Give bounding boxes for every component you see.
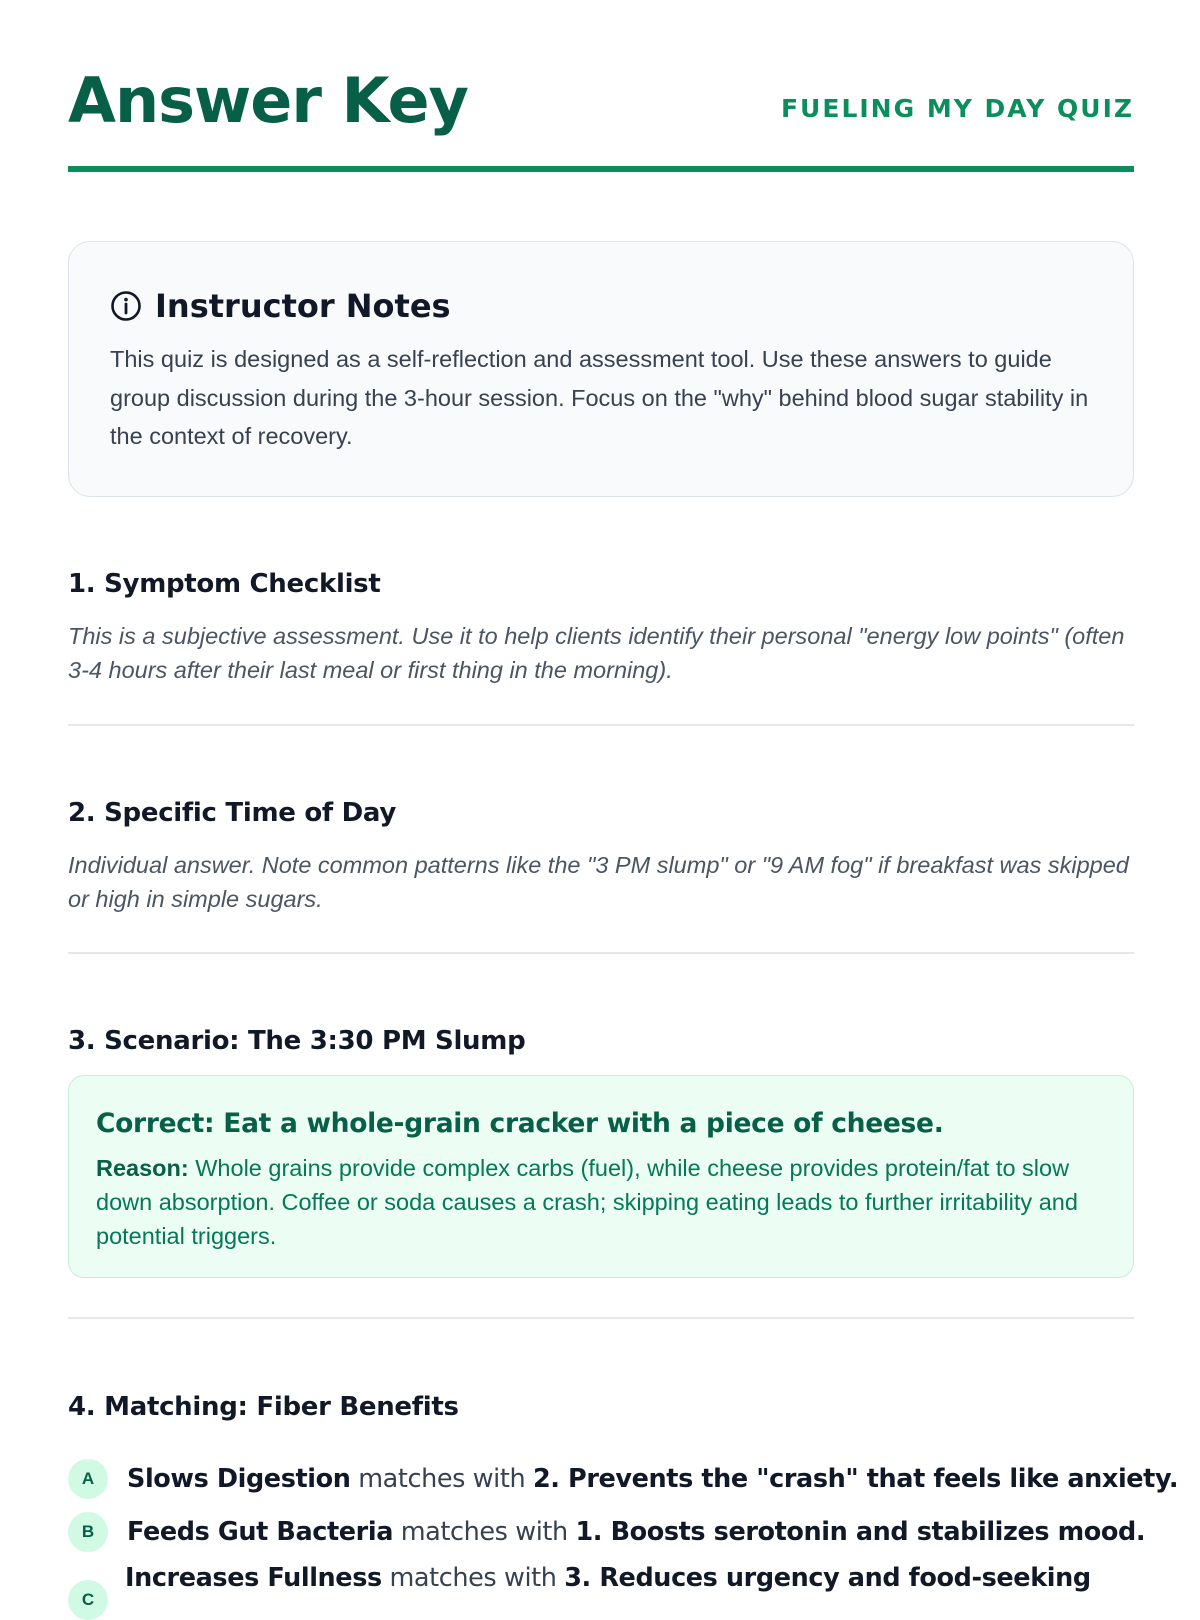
letter-badge: A: [68, 1459, 108, 1499]
section-divider: [68, 724, 1134, 726]
page-header: [68, 60, 1134, 172]
correct-answer-box: [68, 1075, 1134, 1278]
section-scenario: [68, 1026, 1134, 1056]
section-time-of-day: [68, 798, 1134, 916]
match-answer: 1. Boosts serotonin and stabilizes mood.: [575, 1516, 1146, 1547]
section-title: 2. Specific Time of Day: [68, 798, 397, 828]
matching-list: [68, 1452, 1179, 1611]
match-connector: matches with: [393, 1516, 576, 1547]
section-symptom-checklist: [68, 569, 1134, 687]
instructor-notes-card: [68, 241, 1134, 497]
info-icon: [110, 290, 142, 322]
section-title: 3. Scenario: The 3:30 PM Slump: [68, 1026, 526, 1056]
list-item: [68, 1452, 1179, 1505]
section-title: 1. Symptom Checklist: [68, 569, 381, 599]
section-note: This is a subjective assessment. Use it to help clients identify their personal "energy low points" (often 3-4 hours after their last meal or first thing in the morning).: [68, 623, 1125, 683]
match-answer: 3. Reduces urgency and food-seeking: [564, 1562, 1091, 1593]
match-term: Increases Fullness: [125, 1562, 382, 1593]
match-connector: matches with: [381, 1562, 565, 1593]
correct-answer-title: Correct: Eat a whole-grain cracker with a piece of cheese.: [96, 1108, 944, 1139]
section-divider: [68, 1317, 1134, 1319]
section-note: Individual answer. Note common patterns like the "3 PM slump" or "9 AM fog" if breakfast was skipped or high in simple sugars.: [68, 852, 1129, 912]
reason-label: Reason:: [96, 1155, 189, 1181]
section-divider: [68, 952, 1134, 954]
match-text: [125, 1563, 1091, 1593]
match-connector: matches with: [350, 1463, 533, 1494]
quiz-label: FUELING MY DAY QUIZ: [780, 94, 1134, 123]
instructor-notes-header: [110, 286, 1093, 326]
match-term: Feeds Gut Bacteria: [127, 1516, 394, 1547]
section-matching: [68, 1392, 1134, 1422]
letter-badge: B: [68, 1512, 108, 1552]
match-term: Slows Digestion: [127, 1463, 351, 1494]
instructor-notes-title: Instructor Notes: [155, 287, 451, 325]
reason-text: Whole grains provide complex carbs (fuel), while cheese provides protein/fat to slow down absorption. Coffee or soda causes a crash; skipping eating leads to further irritability and potential triggers.: [96, 1155, 1078, 1249]
instructor-notes-text: This quiz is designed as a self-reflection and assessment tool. Use these answers to guide group discussion during the 3-hour session. Focus on the "why" behind blood sugar stability in the context of recovery.: [110, 346, 1089, 449]
page-title: Answer Key: [68, 64, 468, 137]
match-text: [127, 1517, 1145, 1547]
list-item: [68, 1558, 1148, 1611]
match-text: [127, 1464, 1178, 1494]
list-item: [68, 1505, 1148, 1558]
section-title: 4. Matching: Fiber Benefits: [68, 1392, 459, 1422]
match-answer: 2. Prevents the "crash" that feels like anxiety.: [532, 1463, 1179, 1494]
letter-badge: C: [68, 1580, 108, 1620]
answer-reason: [96, 1151, 1106, 1253]
